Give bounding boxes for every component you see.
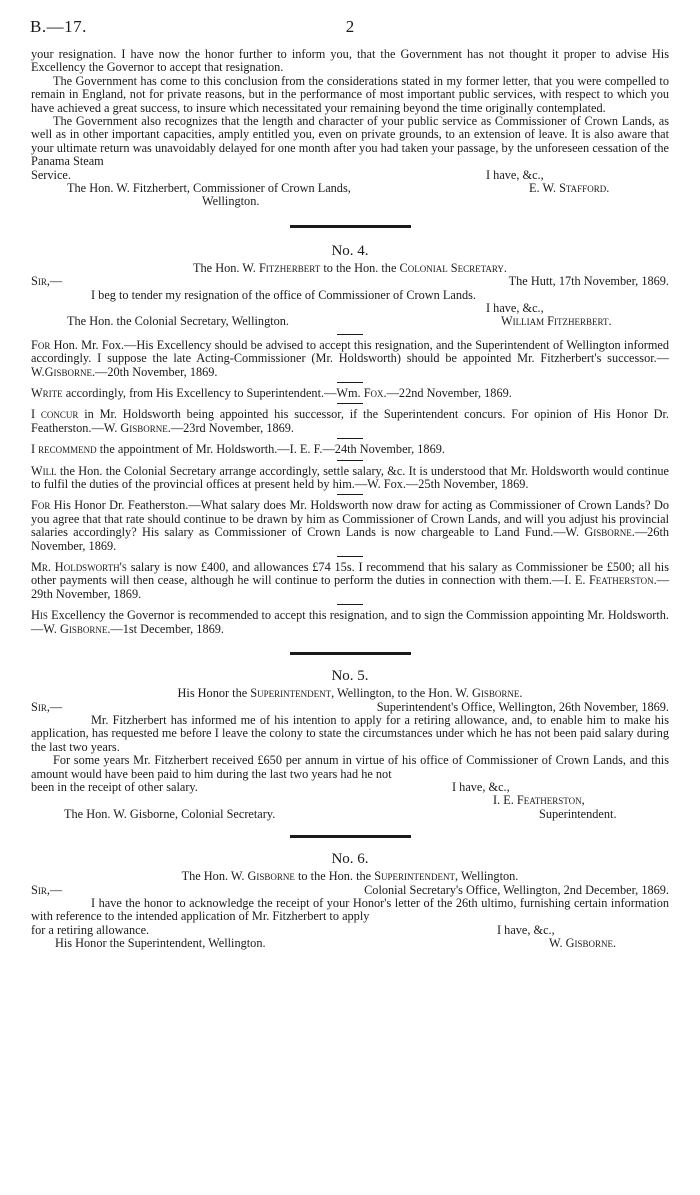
minute-text: His Honor Dr. Featherston.—What salary does Mr. Holdsworth now draw for acting as Commissioner of Crown Lands? Do you agree that that rate should continue to be drawn by him as Commissioner of Crown Lands, and will you adjust his provincial salaries accordingly? His salary as Commissioner of Crown Lands is now chargeable to Land Fund.—W. [31, 498, 670, 540]
closing-formula: I have, &c., [486, 301, 544, 316]
paragraph-end: Service. [31, 167, 71, 182]
salutation: Sir,— [31, 699, 63, 714]
addressee-line [31, 315, 669, 328]
heading-text: to the Hon. the [298, 869, 372, 884]
heading-name: Fitzherbert [258, 260, 321, 275]
minute-text: the appointment of Mr. Holdsworth.—I. E. F.—24th November, 1869. [99, 442, 445, 457]
signature: E. W. Stafford. [529, 181, 610, 196]
salutation: Sir,— [31, 882, 63, 897]
closing-formula: I have, &c., [452, 779, 510, 794]
minute-date: —22nd November, 1869. [386, 386, 512, 401]
letter-heading [31, 687, 669, 700]
page-number: 2 [345, 17, 355, 36]
minute-signature: Gisborne. [59, 621, 111, 636]
place-line [31, 195, 669, 208]
minute [31, 465, 669, 492]
page-header [30, 17, 670, 44]
addressee-place: Wellington. [202, 194, 260, 209]
salutation-line [31, 701, 669, 714]
paragraph: your resignation. I have now the honor further to inform you, that the Government has not thought it proper to advise His Excellency the Governor to accept that resignation. [31, 47, 669, 75]
signature: William Fitzherbert. [501, 314, 612, 329]
minute [31, 408, 669, 435]
document-reference: B.—17. [30, 17, 87, 36]
closing-formula: I have, &c., [497, 922, 555, 937]
letter-no-3-continuation [31, 48, 669, 209]
letter-body: I beg to tender my resignation of the office of Commissioner of Crown Lands. [91, 287, 476, 302]
salutation: Sir,— [31, 274, 63, 289]
paragraph: Mr. Fitzherbert has informed me of his intention to apply for a retiring allowance, and, to enable him to make his application, has requested me before I leave the colony to state the circumstances under which he has not been paid salary during the last two years. [31, 712, 669, 754]
letter-no-6 [31, 850, 669, 950]
minute [31, 339, 669, 379]
salutation-line [31, 884, 669, 897]
minute-divider [337, 403, 363, 404]
minute-date: —26th November, 1869. [31, 525, 670, 553]
addressee-line [31, 937, 669, 950]
heading-text: The Hon. W. [181, 869, 245, 884]
minute-lead: For [31, 498, 51, 513]
minute-date: —23rd November, 1869. [170, 420, 294, 435]
heading-text: His Honor the [177, 686, 248, 701]
minute-lead: For [31, 337, 51, 352]
minute-divider [337, 334, 363, 335]
closing-line [31, 924, 669, 937]
minute [31, 609, 669, 636]
addressee: The Hon. the Colonial Secretary, Wellington. [67, 314, 290, 329]
minute-lead: Will [31, 463, 57, 478]
addressee: The Hon. W. Gisborne, Colonial Secretary. [64, 806, 276, 821]
minute [31, 443, 669, 456]
minute-date: —20th November, 1869. [95, 364, 218, 379]
signatory-title: Superintendent. [539, 806, 617, 821]
minute-divider [337, 556, 363, 557]
minute-signature: Gisborne. [584, 525, 635, 540]
salutation-line [31, 275, 669, 288]
minute-text: salary is now £400, and allowances £74 15s. I recommend that his salary as Commissioner be £500; all his other payments will then cease, although he will continue to perform the duties in connection with them.—I. E. [31, 560, 669, 588]
minute-lead: Write [31, 386, 63, 401]
minute-signature: Featherston. [588, 573, 657, 588]
minute-text: Excellency the Governor is recommended to accept this resignation, and to sign the Commission appointing Mr. Holdsworth.—W. [31, 608, 669, 636]
body-line [31, 289, 669, 302]
minute-lead: His [31, 608, 48, 623]
addressee: His Honor the Superintendent, Wellington. [55, 936, 266, 951]
letter-no-5 [31, 667, 669, 821]
minute-text: accordingly, from His Excellency to Superintendent.—Wm. [65, 386, 361, 401]
minute-lead: Mr. Holdsworth's [31, 560, 127, 575]
signature: I. E. Featherston, [493, 793, 585, 808]
heading-text: The Hon. W. [193, 260, 256, 275]
addressee-line [31, 808, 669, 821]
letter-number: No. 6. [331, 851, 369, 868]
closing-formula: I have, &c., [486, 167, 544, 182]
page-content [31, 48, 669, 951]
heading-name: Superintendent, [374, 869, 459, 884]
paragraph-end: been in the receipt of other salary. [31, 779, 198, 794]
minute-divider [337, 438, 363, 439]
heading-name: Superintendent, [250, 686, 335, 701]
addressee-line [31, 182, 669, 195]
minute-divider [337, 494, 363, 495]
letter-heading [31, 262, 669, 275]
minute-date: —1st December, 1869. [110, 621, 224, 636]
minute-text: Hon. Mr. Fox.—His Excellency should be advised to accept this resignation, and the Superintendent of Wellington informed accordingly. I suppose the late Acting-Commissioner (Mr. Holdsworth) should be appointed Mr. Fitzherbert's successor.—W. [31, 337, 669, 379]
minute-text: the Hon. the Colonial Secretary arrange accordingly, settle salary, &c. It is understood that Mr. Holdsworth would continue to fulfil the duties of the provincial offices at present held by him.—W. Fox.—25th November, 1869. [31, 463, 669, 492]
letter-number: No. 4. [331, 242, 369, 259]
closing-line [31, 169, 669, 182]
signature-line [31, 794, 669, 807]
addressee: The Hon. W. Fitzherbert, Commissioner of Crown Lands, [67, 181, 351, 196]
minute [31, 561, 669, 601]
paragraph: For some years Mr. Fitzherbert received £650 per annum in virtue of his office of Commissioner of Crown Lands, and this amount would have been paid to him during the last two years had he not [31, 753, 669, 781]
heading-name: Gisborne [247, 869, 295, 884]
heading-text: to the Hon. the [323, 260, 397, 275]
minute [31, 499, 669, 553]
paragraph-end: for a retiring allowance. [31, 922, 150, 937]
minute-divider [337, 460, 363, 461]
paragraph: The Government also recognizes that the length and character of your public service as Commissioner of Crown Lands, as well as in other important capacities, amply entitled you, even on private grounds, to an extension of leave. It is also aware that your ultimate return was unavoidably delayed for one month after you had taken your passage, by the unforeseen cessation of the Panama Steam [31, 114, 669, 169]
heading-name: Gisborne. [472, 686, 523, 701]
minute-signature: Fox. [363, 386, 387, 401]
minute-divider [337, 382, 363, 383]
minute-signature: Gisborne. [44, 364, 96, 379]
minute-divider [337, 604, 363, 605]
heading-name: Colonial Secretary. [399, 260, 507, 275]
letter-heading [31, 870, 669, 883]
minute-date: —29th November, 1869. [31, 573, 670, 601]
letter-date: The Hutt, 17th November, 1869. [508, 274, 669, 289]
minute-lead: I recommend [31, 442, 97, 457]
heading-text: Wellington, to the Hon. W. [337, 686, 469, 701]
paragraph: The Government has come to this conclusion from the considerations stated in my former letter, that you were compelled to remain in England, not for private reasons, but in the performance of most important public services, with respect to which you have achieved a great success, to insure which necessitated your remaining beyond the time originally contemplated. [31, 73, 669, 115]
closing-line [31, 781, 669, 794]
letter-date: Superintendent's Office, Wellington, 26th November, 1869. [376, 699, 669, 714]
closing-line [31, 302, 669, 315]
letter-number: No. 5. [331, 668, 369, 685]
minute [31, 387, 669, 400]
heading-text: Wellington. [460, 869, 519, 884]
minute-signature: Gisborne. [120, 420, 171, 435]
letter-no-4 [31, 242, 669, 636]
minute-lead: I concur [31, 407, 79, 422]
paragraph: I have the honor to acknowledge the receipt of your Honor's letter of the 26th ultimo, furnishing certain information with reference to the intended application of Mr. Fitzherbert to apply [31, 895, 669, 924]
minute-text: in Mr. Holdsworth being appointed his successor, if the Superintendent concurs. For opinion of His Honor Dr. Featherston.—W. [31, 407, 669, 435]
signature: W. Gisborne. [549, 936, 617, 951]
letter-date: Colonial Secretary's Office, Wellington, 2nd December, 1869. [364, 882, 669, 897]
